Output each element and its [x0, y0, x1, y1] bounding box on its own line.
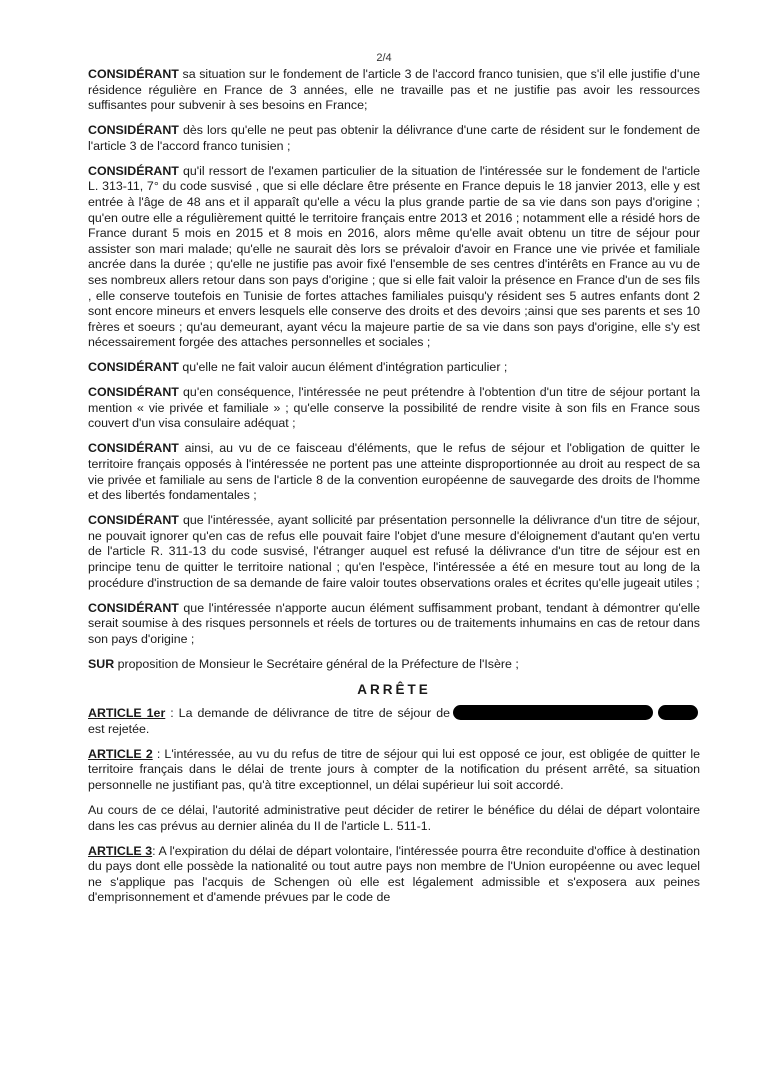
considerant-keyword: CONSIDÉRANT [88, 513, 179, 528]
article-3-label: ARTICLE 3 [88, 843, 153, 858]
considerant-text: qu'elle ne fait valoir aucun élément d'intégration particulier ; [178, 360, 508, 375]
considerant-paragraph [88, 385, 700, 432]
considerant-paragraph [88, 164, 700, 351]
considerant-text: que l'intéressée n'apporte aucun élément suffisamment probant, tendant à démontrer qu'elle serait soumise à des risques personnels et réels de tortures ou de traitements inhumains en cas de retour dans son pays d'origine ; [88, 600, 700, 646]
considerant-paragraph [88, 441, 700, 503]
arrete-heading: ARRÊTE [357, 681, 431, 697]
considerant-keyword: CONSIDÉRANT [88, 360, 179, 375]
page-number: 2/4 [376, 52, 392, 64]
article-2-text: : L'intéressée, au vu du refus de titre de séjour qui lui est opposé ce jour, est obligée de quitter le territoire français dans le délai de trente jours à compter de la notification du présent arrêté, sa situation personnelle ne justifiant pas, qu'à titre exceptionnel, un délai supérieur lui soit accordé. [88, 746, 700, 793]
sur-paragraph [88, 657, 700, 673]
considerant-text: dès lors qu'elle ne peut pas obtenir la délivrance d'une carte de résident sur le fondement de l'article 3 de l'accord franco tunisien ; [88, 123, 700, 153]
considerant-keyword: CONSIDÉRANT [88, 600, 179, 615]
sur-keyword: SUR [88, 656, 115, 671]
redaction-bar [453, 705, 653, 720]
considerant-text: qu'il ressort de l'examen particulier de la situation de l'intéressée sur le fondement de l'article L. 313-11, 7° du code susvisé , que si elle déclare être présente en France depuis le 18 janvier 2013, elle y est entrée à l'âge de 48 ans et il apparaît qu'elle a vécu la plus grande partie de sa vie dans son pays d'origine ; qu'en outre elle a régulièrement quitté le territoire français entre 2013 et 2016 ; notamment elle a résidé hors de France durant 5 mois en 2015 et 8 mois en 2016, alors même qu'elle avait obtenu un titre de séjour pour assister son mari malade; qu'elle ne saurait dès lors se prévaloir d'avoir en France une vie privée et familiale ancrée dans la durée ; qu'elle ne justifie pas avoir fixé l'ensemble de ses centres d'intérêts en France au vu de ses nombreux allers retour dans son pays d'origine ; que si elle fait valoir la présence en France d'un de ses fils , elle conserve toutefois en Tunisie de fortes attaches familiales puisqu'y résident ses 5 autres enfants dont 2 sont encore mineurs et envers lesquels elle conserve des droits et des devoirs ;ainsi que ses parents et ses 10 frères et soeurs ; qu'au demeurant, ayant vécu la majeure partie de sa vie dans son pays d'origine, elle s'y est nécessairement forgée des attaches personnelles et sociales ; [88, 163, 700, 350]
article-1 [88, 705, 700, 737]
considerant-paragraph [88, 601, 700, 648]
considerant-keyword: CONSIDÉRANT [88, 163, 179, 178]
article-1-label: ARTICLE 1er [88, 706, 166, 721]
article-2-delai: Au cours de ce délai, l'autorité administrative peut décider de retirer le bénéfice du délai de départ volontaire dans les cas prévus au dernier alinéa du II de l'article L. 511-1. [88, 803, 700, 833]
considerant-paragraph [88, 123, 700, 154]
considerant-text: sa situation sur le fondement de l'article 3 de l'accord franco tunisien, que s'il elle justifie d'une résidence régulière en France de 3 années, elle ne travaille pas et ne justifie pas avoir les ressources suffisantes pour subvenir à ses besoins en France; [88, 67, 700, 113]
redaction-bar [658, 705, 698, 720]
considerant-text: que l'intéressée, ayant sollicité par présentation personnelle la délivrance d'un titre de séjour, ne pouvait ignorer qu'en cas de refus elle pouvait faire l'objet d'une mesure d'éloignement d'autant qu'en vertu de l'article R. 311-13 du code susvisé, l'étranger auquel est refusé la délivrance d'un titre de séjour est en principe tenu de quitter le territoire national ; qu'en l'espèce, l'intéressée a été en mesure tout au long de la procédure d'instruction de sa demande de faire valoir toutes observations orales et écrites qu'elle jugeait utiles ; [88, 513, 700, 590]
article-1-text: : La demande de délivrance de titre de séjour de [165, 706, 450, 721]
considerant-paragraph [88, 67, 700, 114]
considerant-keyword: CONSIDÉRANT [88, 123, 179, 138]
considerant-keyword: CONSIDÉRANT [88, 441, 179, 456]
article-1-text-end: est rejetée. [88, 721, 150, 736]
considerant-paragraph [88, 360, 700, 376]
sur-text: proposition de Monsieur le Secrétaire général de la Préfecture de l'Isère ; [114, 656, 519, 671]
considerant-keyword: CONSIDÉRANT [88, 385, 179, 400]
article-3-text: : A l'expiration du délai de départ volontaire, l'intéressée pourra être reconduite d'office à destination du pays dont elle possède la nationalité ou tout autre pays non membre de l'Union européenne ou avec lequel ne s'applique pas l'acquis de Schengen où elle est légalement admissible et s'exposera aux peines d'emprisonnement et d'amende prévues par le code de [88, 843, 700, 905]
article-2-label: ARTICLE 2 [88, 746, 153, 761]
article-3 [88, 844, 700, 906]
considerant-paragraph [88, 513, 700, 591]
considerant-text: qu'en conséquence, l'intéressée ne peut prétendre à l'obtention d'un titre de séjour portant la mention « vie privée et familiale » ; qu'elle conserve la possibilité de rendre visite à son fils en France sous couvert d'un visa consulaire adéquat ; [88, 385, 700, 431]
considerant-text: ainsi, au vu de ce faisceau d'éléments, que le refus de séjour et l'obligation de quitter le territoire français opposés à l'intéressée ne portent pas une atteinte disproportionnée au droit au respect de sa vie privée et familiale au sens de l'article 8 de la convention européenne de sauvegarde des droits de l'homme et des libertés fondamentales ; [88, 441, 700, 503]
article-2 [88, 747, 700, 794]
considerant-keyword: CONSIDÉRANT [88, 67, 179, 81]
document-body [88, 67, 700, 915]
